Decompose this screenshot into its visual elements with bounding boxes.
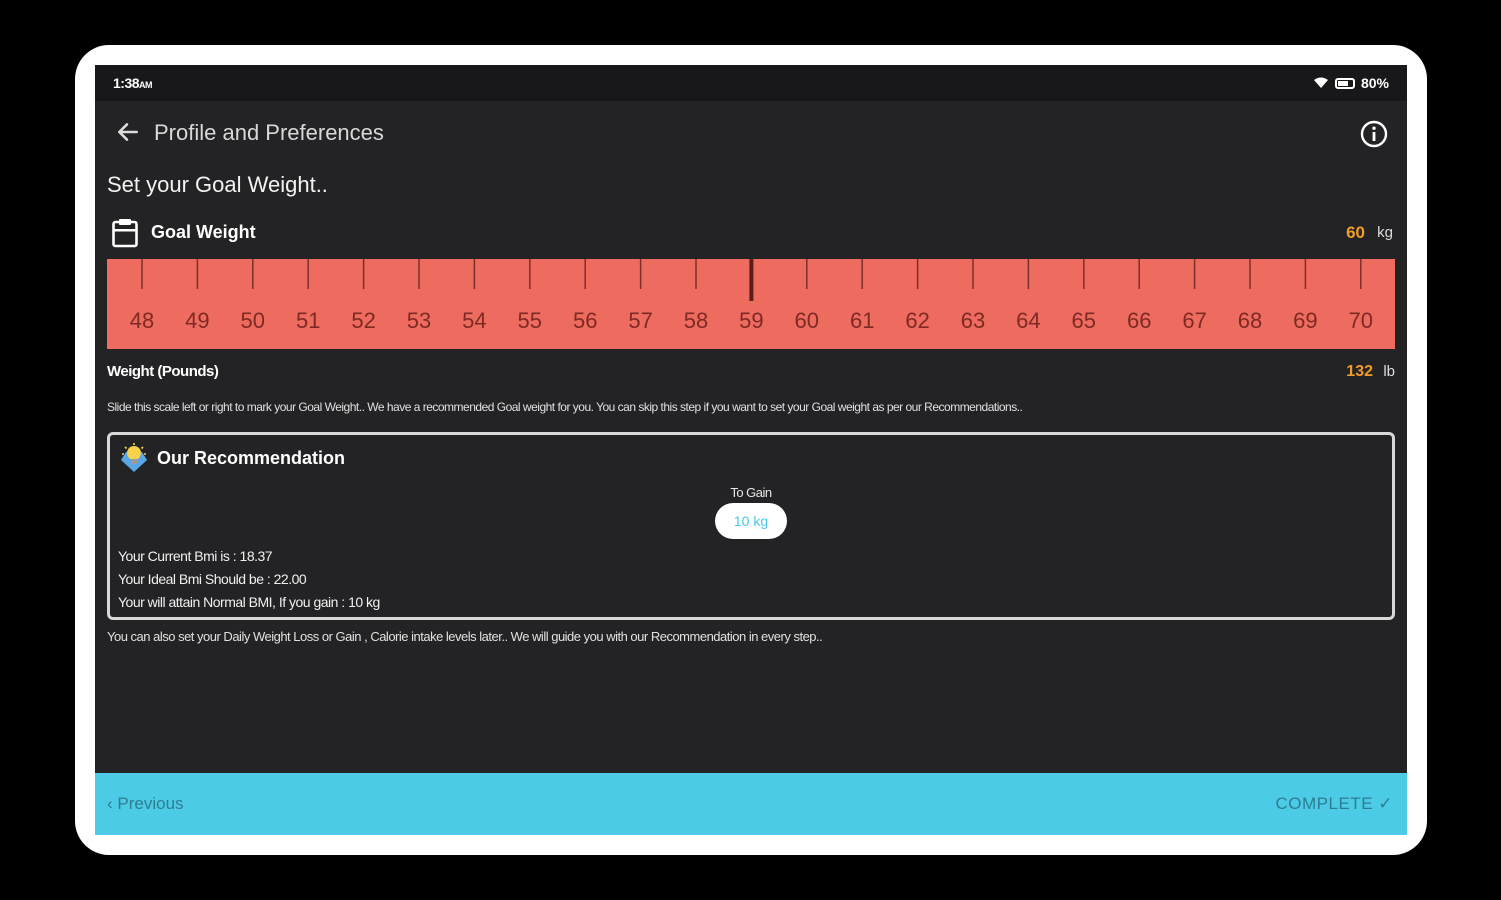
ruler-tick-label: 68 (1237, 308, 1263, 333)
bottom-nav-bar (95, 773, 1407, 835)
attain-bmi-text: Your will attain Normal BMI, If you gain : 10 kg (118, 594, 380, 610)
goal-weight-row (107, 217, 1395, 251)
weight-pounds-label: Weight (Pounds) (107, 363, 219, 380)
bmi-info (118, 545, 380, 614)
ruler-tick-label: 66 (1126, 308, 1152, 333)
ruler-tick-label: 57 (628, 308, 653, 333)
ruler-tick-label: 51 (295, 308, 321, 333)
clipboard-icon (111, 218, 139, 248)
ruler-tick-label: 54 (462, 308, 487, 333)
ruler-tick-label: 50 (240, 308, 266, 333)
info-circle-icon[interactable] (1359, 119, 1389, 149)
ruler-tick-label: 61 (849, 308, 875, 333)
ruler-tick-label: 70 (1348, 308, 1374, 333)
status-time-value: 1:38 (113, 75, 140, 91)
page-title: Profile and Preferences (154, 120, 384, 145)
current-bmi-text: Your Current Bmi is : 18.37 (118, 548, 273, 564)
slider-hint-text: Slide this scale left or right to mark your Goal Weight.. We have a recommended Goal weight for you. You can skip this step if you want to set your Goal weight as per our Recommendations.. (107, 400, 1023, 414)
status-time-ampm: AM (139, 80, 153, 90)
ruler-tick-label: 63 (960, 308, 986, 333)
status-time (113, 75, 152, 91)
app-screen (95, 65, 1407, 835)
goal-weight-label: Goal Weight (151, 222, 256, 242)
battery-percent: 80% (1360, 75, 1389, 91)
ruler-tick-label: 62 (905, 308, 930, 333)
ruler-tick-label: 52 (351, 308, 376, 333)
ideal-bmi-text: Your Ideal Bmi Should be : 22.00 (118, 571, 307, 587)
goal-weight-value: 60 (1346, 223, 1365, 242)
to-gain-label: To Gain (730, 485, 772, 500)
ruler-tick-label: 48 (129, 308, 155, 333)
previous-button[interactable]: ‹ Previous (107, 794, 184, 813)
app-bar (95, 101, 1407, 165)
recommendation-title: Our Recommendation (157, 448, 346, 468)
footer-note-text: You can also set your Daily Weight Loss or Gain , Calorie intake levels later.. We will guide you with our Recommendation in every step.. (107, 629, 823, 644)
ruler-tick-label: 60 (794, 308, 820, 333)
ruler-scale (107, 259, 1395, 349)
ruler-tick-label: 53 (406, 308, 432, 333)
to-gain-value: 10 kg (733, 513, 769, 529)
arrow-left-icon[interactable] (115, 119, 141, 145)
ruler-indicator[interactable] (749, 259, 753, 301)
to-gain-badge (715, 503, 787, 539)
ruler-tick-label: 64 (1016, 308, 1041, 333)
weight-pounds-unit: lb (1383, 363, 1395, 380)
ruler-tick-label: 49 (185, 308, 210, 333)
complete-button[interactable]: COMPLETE ✓ (1275, 794, 1393, 813)
status-bar (95, 65, 1407, 101)
weight-ruler-slider[interactable] (107, 259, 1395, 349)
goal-weight-unit: kg (1377, 224, 1393, 241)
ruler-tick-label: 56 (572, 308, 598, 333)
weight-pounds-row (107, 361, 1395, 383)
ruler-tick-label: 59 (739, 308, 764, 333)
ruler-tick-label: 67 (1182, 308, 1207, 333)
ruler-tick-label: 65 (1071, 308, 1097, 333)
recommendation-card (107, 432, 1395, 620)
ruler-tick-label: 55 (517, 308, 543, 333)
weight-pounds-value: 132 (1346, 363, 1373, 380)
ruler-tick-label: 69 (1293, 308, 1318, 333)
lightbulb-icon (118, 442, 150, 474)
section-heading: Set your Goal Weight.. (107, 172, 328, 197)
wifi-icon (1313, 77, 1329, 89)
ruler-tick-label: 58 (683, 308, 709, 333)
battery-icon (1335, 78, 1355, 89)
status-icons (1313, 75, 1389, 91)
